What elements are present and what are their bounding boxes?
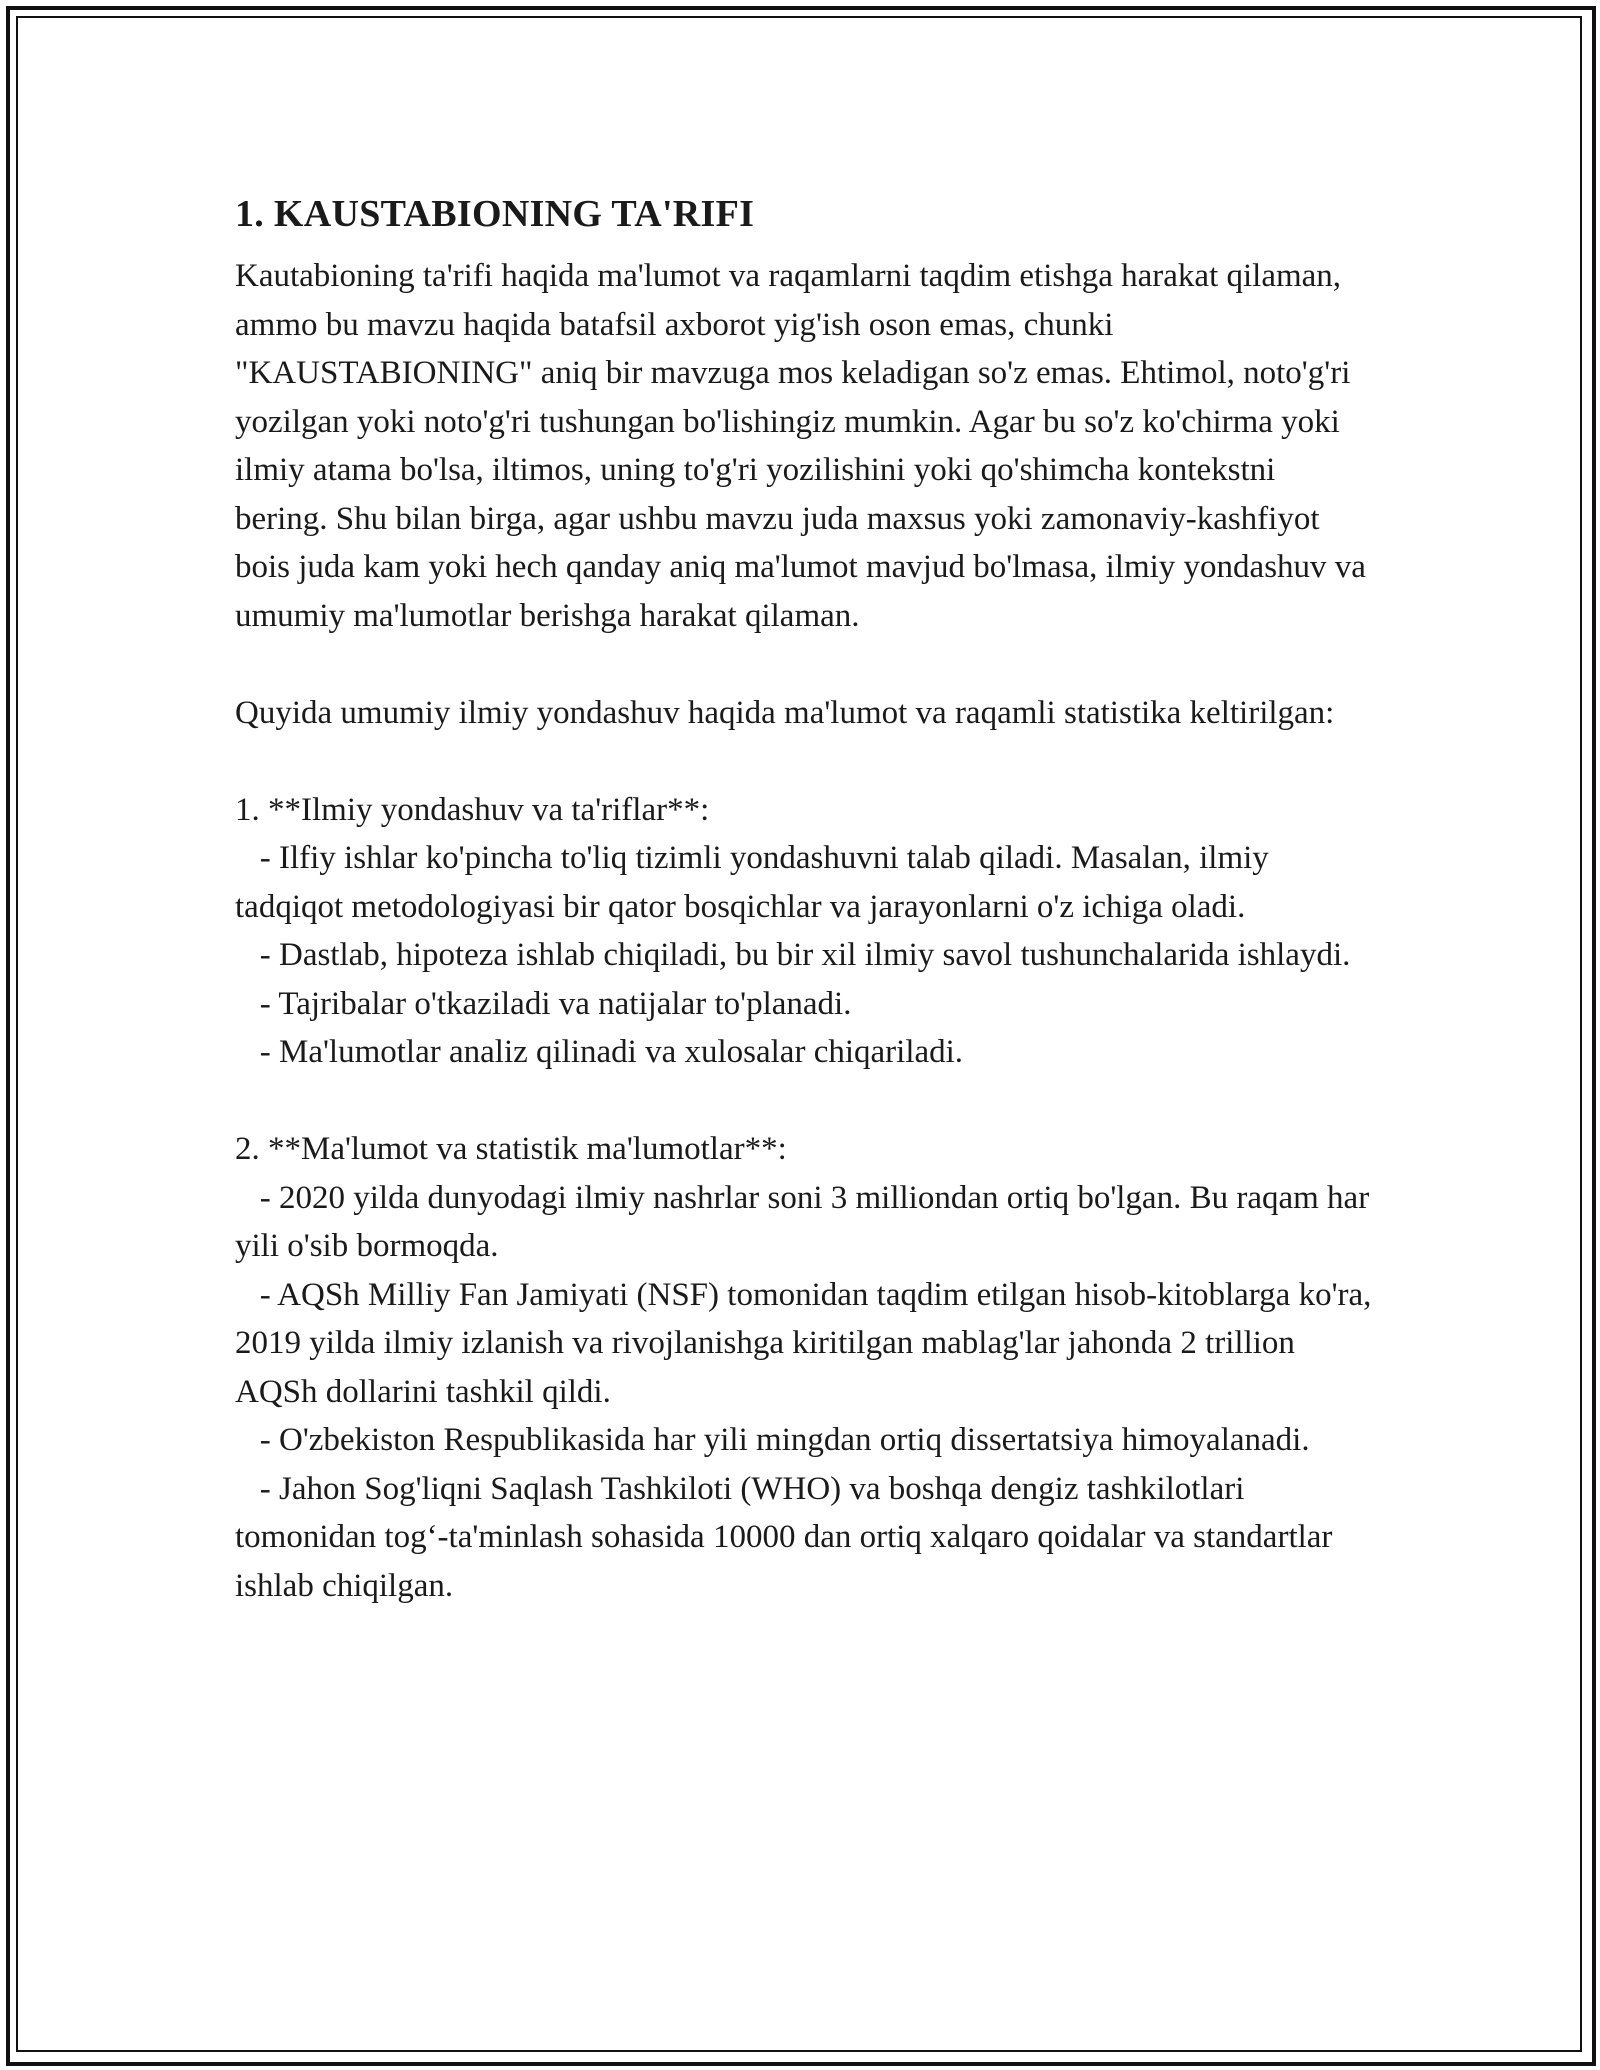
list-item: - Dastlab, hipoteza ishlab chiqiladi, bu bir xil ilmiy savol tushunchalarida ishlaydi. xyxy=(235,937,1351,973)
intro-paragraph: Kautabioning ta'rifi haqida ma'lumot va raqamlarni taqdim etishga harakat qilaman, ammo bu mavzu haqida batafsil axborot yig'ish oson emas, chunki "KAUSTABIONING" aniq bir mavzuga mos keladigan so'z emas. Ehtimol, noto'g'ri yozilgan yoki noto'g'ri tushungan bo'lishingiz mumkin. Agar bu so'z ko'chirma yoki ilmiy atama bo'lsa, iltimos, uning to'g'ri yozilishini yoki qo'shimcha kontekstni bering. Shu bilan birga, agar ushbu mavzu juda maxsus yoki zamonaviy-kashfiyot bois juda kam yoki hech qanday aniq ma'lumot mavjud bo'lmasa, ilmiy yondashuv va umumiy ma'lumotlar berishga harakat qilaman. xyxy=(235,258,1375,634)
list-item: - Ma'lumotlar analiz qilinadi va xulosalar chiqariladi. xyxy=(235,1034,964,1070)
section-approach xyxy=(235,786,1375,1077)
list-item: - O'zbekiston Respublikasida har yili mingdan ortiq dissertatsiya himoyalanadi. xyxy=(235,1422,1310,1458)
paragraph-gap xyxy=(235,737,1375,786)
paragraph-gap xyxy=(235,1077,1375,1126)
section-title: 2. **Ma'lumot va statistik ma'lumotlar**: xyxy=(235,1131,787,1167)
document-body xyxy=(235,188,1380,1610)
list-item: - AQSh Milliy Fan Jamiyati (NSF) tomonidan taqdim etilgan hisob-kitoblarga ko'ra, 2019 yilda ilmiy izlanish va rivojlanishga kiritilgan mablag'lar jahonda 2 trillion AQSh dollarini tashkil qildi. xyxy=(235,1276,1380,1410)
list-item: - Jahon Sog'liqni Saqlash Tashkiloti (WHO) va boshqa dengiz tashkilotlari tomonidan tog‘-ta'minlash sohasida 10000 dan ortiq xalqaro qoidalar va standartlar ishlab chiqilgan. xyxy=(235,1470,1341,1604)
lead-in-paragraph: Quyida umumiy ilmiy yondashuv haqida ma'lumot va raqamli statistika keltirilgan: xyxy=(235,694,1335,731)
list-item: - 2020 yilda dunyodagi ilmiy nashrlar soni 3 milliondan ortiq bo'lgan. Bu raqam har yili o'sib bormoqda. xyxy=(235,1179,1378,1264)
list-item: - Ilfiy ishlar ko'pincha to'liq tizimli yondashuvni talab qiladi. Masalan, ilmiy tadqiqot metodologiyasi bir qator bosqichlar va jarayonlarni o'z ichiga oladi. xyxy=(235,840,1278,925)
section-statistics xyxy=(235,1125,1380,1610)
list-item: - Tajribalar o'tkaziladi va natijalar to'planadi. xyxy=(235,985,852,1022)
paragraph-gap xyxy=(235,640,1375,689)
section-title: 1. **Ilmiy yondashuv va ta'riflar**: xyxy=(235,791,710,828)
document-heading: 1. KAUSTABIONING TA'RIFI xyxy=(235,193,755,235)
